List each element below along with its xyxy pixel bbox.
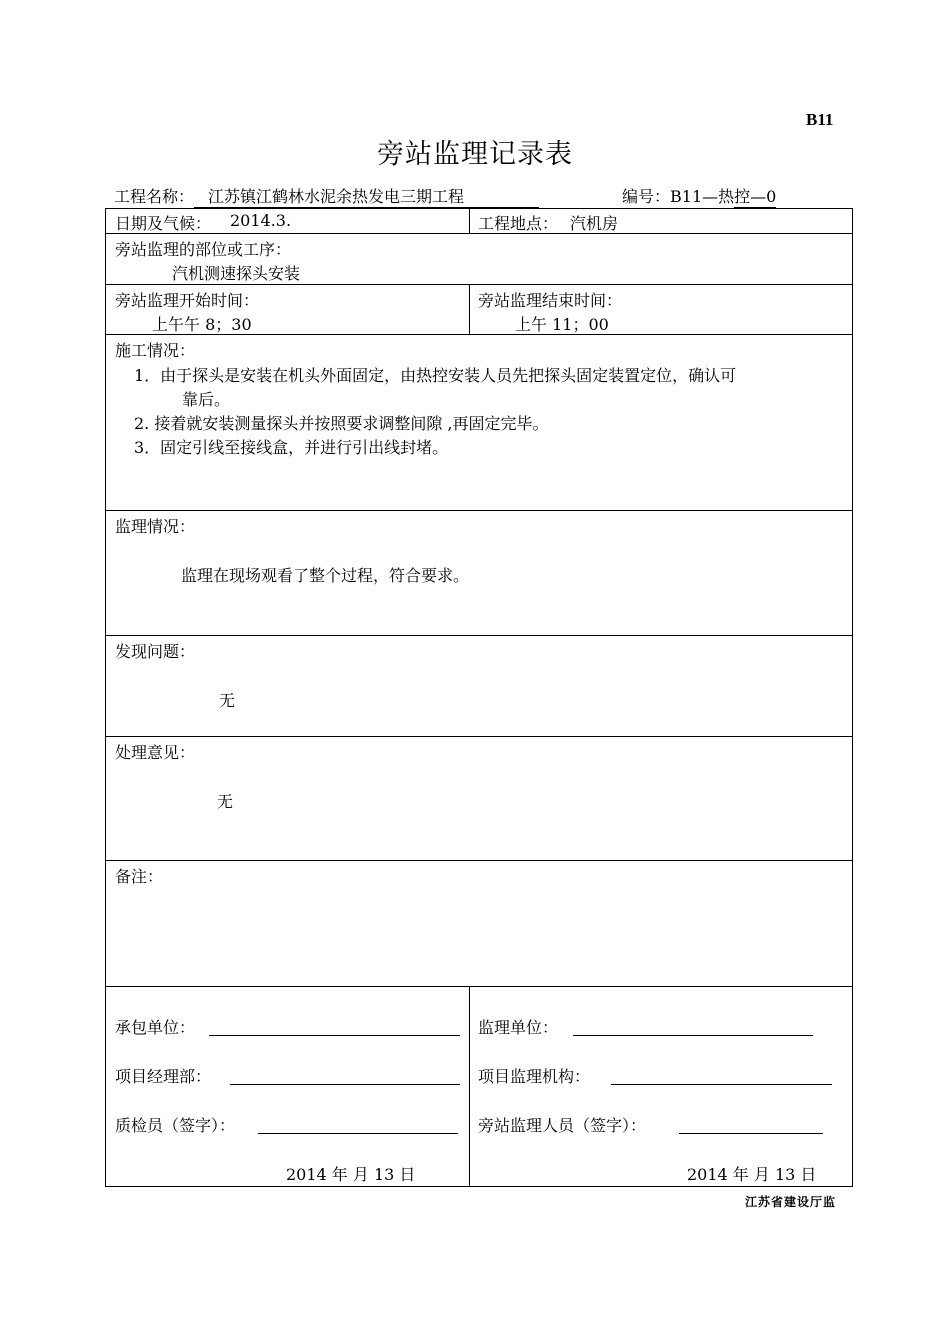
- form-number-row: [622, 184, 776, 208]
- construction-item-2: 2. 接着就安装测量探头并按照要求调整间隙 ,再固定完毕。: [134, 414, 549, 433]
- date-weather-label: 日期及气候：: [115, 214, 212, 233]
- supervisor-dept-line: [611, 1084, 832, 1085]
- page-title: 旁站监理记录表: [377, 139, 573, 170]
- remarks-label: 备注：: [115, 867, 164, 886]
- quality-inspector-label: 质检员（签字）：: [115, 1116, 236, 1135]
- date-weather-cell: [106, 209, 470, 234]
- project-name-row: [114, 184, 539, 208]
- opinion-cell: [106, 737, 853, 861]
- form-number-value: 控—0: [734, 184, 776, 208]
- end-time-cell: [470, 285, 853, 335]
- date-weather-value: 2014.3.: [230, 211, 292, 230]
- contractor-unit-label: 承包单位：: [115, 1018, 196, 1037]
- end-time-label: 旁站监理结束时间：: [478, 291, 623, 310]
- remarks-cell: [106, 861, 853, 987]
- location-cell: [470, 209, 853, 234]
- part-label: 旁站监理的部位或工序：: [115, 240, 292, 259]
- form-code: B11: [806, 110, 834, 129]
- end-time-value: 上午 11；00: [515, 315, 609, 334]
- supervision-cell: [106, 511, 853, 636]
- start-time-cell: [106, 285, 470, 335]
- part-value: 汽机测速探头安装: [172, 264, 301, 283]
- supervision-text: 监理在现场观看了整个过程，符合要求。: [181, 566, 470, 585]
- problems-text: 无: [219, 691, 236, 710]
- supervisor-person-label: 旁站监理人员（签字）：: [478, 1116, 647, 1135]
- construction-item-1-cont: 靠后。: [182, 390, 231, 409]
- supervision-label: 监理情况：: [115, 517, 196, 536]
- opinion-text: 无: [217, 792, 234, 811]
- record-form-table: [105, 208, 853, 1187]
- opinion-label: 处理意见：: [115, 743, 196, 762]
- supervisor-dept-label: 项目监理机构：: [478, 1067, 591, 1086]
- part-cell: [106, 234, 853, 285]
- contractor-sign-date: 2014 年 月 13 日: [286, 1165, 416, 1184]
- construction-cell: [106, 335, 853, 511]
- construction-label: 施工情况：: [115, 341, 196, 360]
- supervisor-sign-cell: [470, 987, 853, 1187]
- location-label: 工程地点：: [478, 214, 559, 233]
- contractor-sign-cell: [106, 987, 470, 1187]
- contractor-dept-label: 项目经理部：: [115, 1067, 212, 1086]
- contractor-unit-line: [209, 1035, 460, 1036]
- problems-label: 发现问题：: [115, 642, 196, 661]
- project-name-value: 江苏镇江鹤林水泥余热发电三期工程: [194, 184, 539, 208]
- footer-issuer: 江苏省建设厅监: [744, 1195, 836, 1209]
- contractor-dept-line: [230, 1084, 460, 1085]
- start-time-value: 上午午 8；30: [152, 315, 252, 334]
- supervisor-unit-label: 监理单位：: [478, 1018, 559, 1037]
- construction-item-1: 1．由于探头是安装在机头外面固定，由热控安装人员先把探头固定装置定位，确认可: [134, 366, 737, 385]
- construction-item-3: 3．固定引线至接线盒，并进行引出线封堵。: [134, 438, 449, 457]
- form-number-prefix: B11—热: [670, 187, 735, 206]
- quality-inspector-line: [258, 1133, 458, 1134]
- form-number-label: 编号：: [622, 187, 671, 206]
- supervisor-person-line: [679, 1133, 823, 1134]
- supervisor-unit-line: [573, 1035, 813, 1036]
- project-name-label: 工程名称：: [114, 187, 195, 206]
- supervisor-sign-date: 2014 年 月 13 日: [687, 1165, 817, 1184]
- location-value: 汽机房: [570, 214, 619, 233]
- start-time-label: 旁站监理开始时间：: [115, 291, 260, 310]
- problems-cell: [106, 636, 853, 737]
